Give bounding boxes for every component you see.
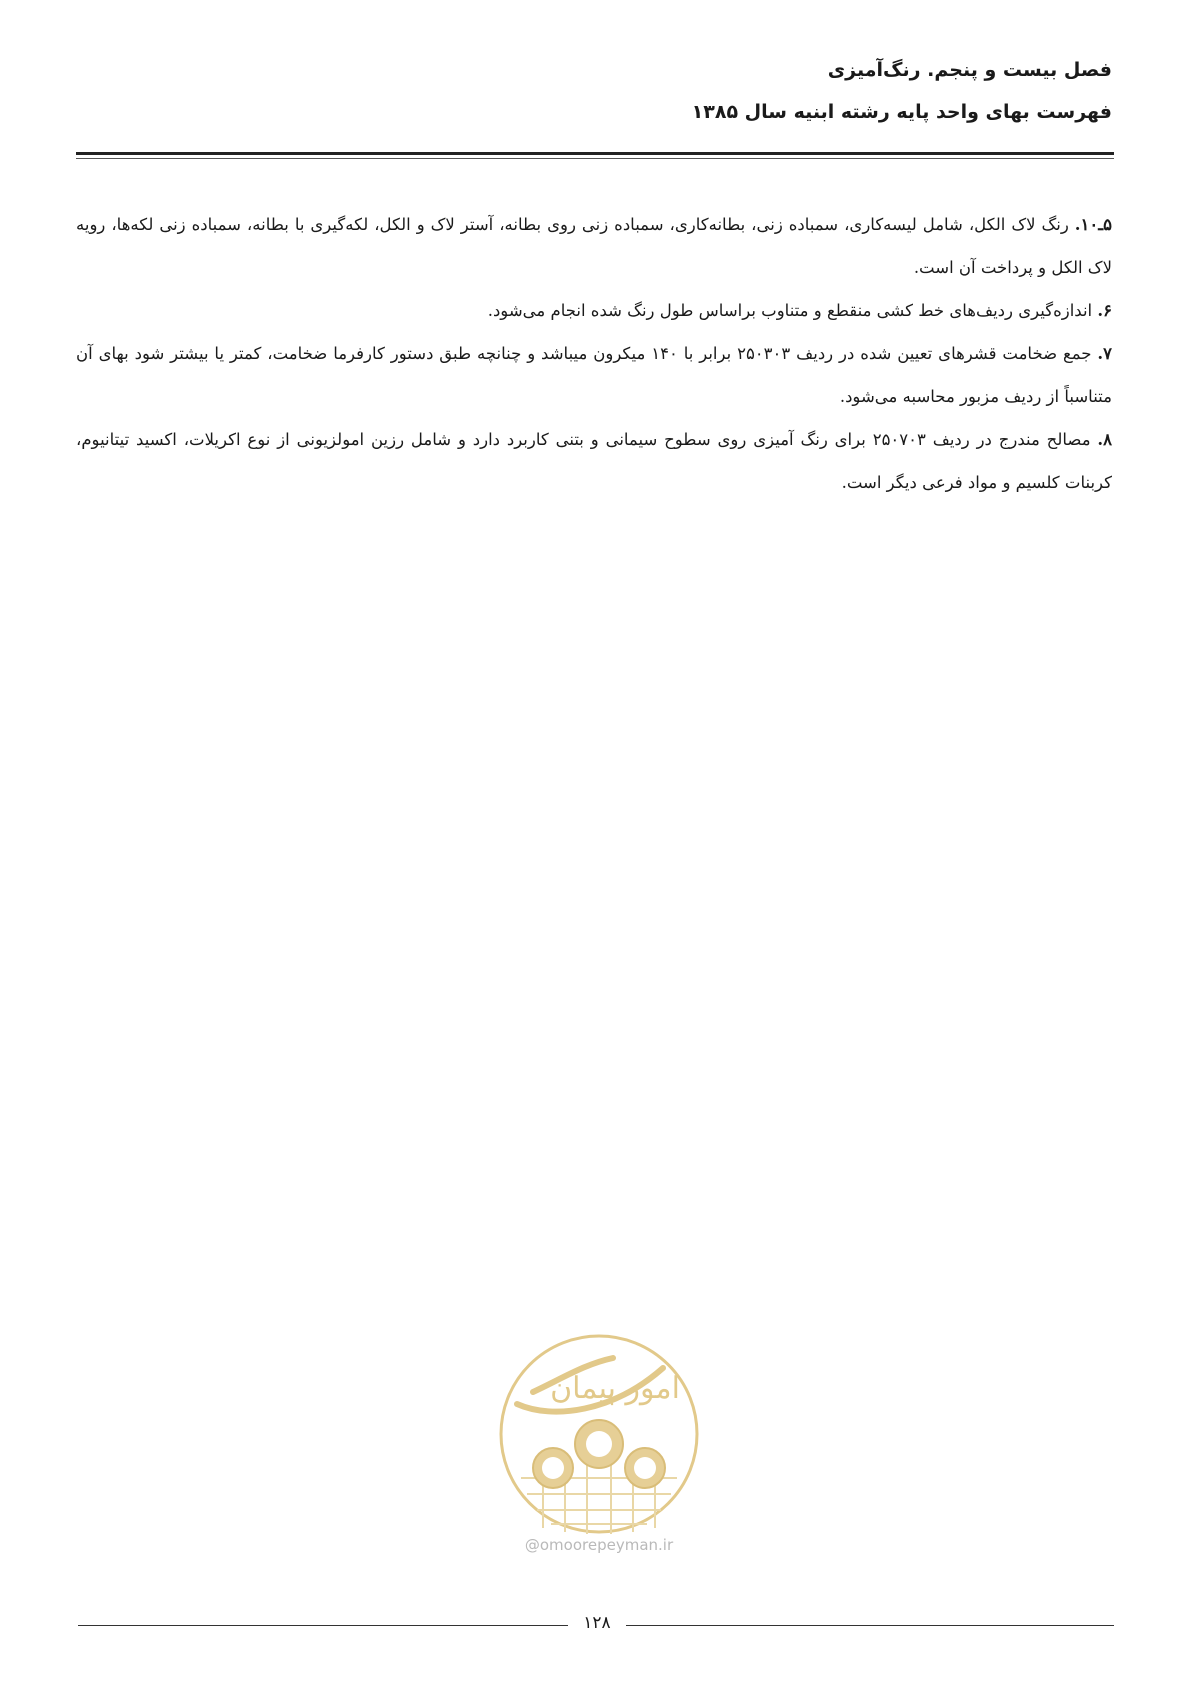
footer-rule-right <box>626 1625 1114 1626</box>
page-header <box>112 58 1112 142</box>
watermark-logo-text: امور پیمان <box>550 1371 680 1406</box>
paragraph-number: ۵ـ۱۰. <box>1074 215 1112 234</box>
header-rule-thick <box>76 152 1114 155</box>
paragraph-5-10 <box>76 203 1112 289</box>
paragraph-number: ۸. <box>1097 430 1113 449</box>
paragraph-text: اندازه‌گیری ردیف‌های خط کشی منقطع و متناوب براساس طول رنگ شده انجام می‌شود. <box>487 301 1098 320</box>
paragraph-6 <box>76 289 1112 332</box>
paragraph-number: ۷. <box>1097 344 1113 363</box>
footer-rule-left <box>78 1625 568 1626</box>
watermark-url: @omoorepeyman.ir <box>524 1536 674 1554</box>
paragraph-7 <box>76 332 1112 418</box>
page-number: ۱۲۸ <box>583 1613 611 1633</box>
paragraph-text: جمع ضخامت قشرهای تعیین شده در ردیف ۲۵۰۳۰۳ برابر با ۱۴۰ میکرون میباشد و چنانچه طبق دستور کارفرما ضخامت، کمتر یا بیشتر شود بهای آن متناسباً از ردیف مزبور محاسبه می‌شود. <box>76 344 1112 406</box>
paragraph-text: رنگ لاک الکل، شامل لیسه‌کاری، سمباده زنی، بطانه‌کاری، سمباده زنی روی بطانه، آستر لاک و الکل، لکه‌گیری با بطانه، سمباده زنی لکه‌ها، رویه لاک الکل و پرداخت آن است. <box>76 215 1112 277</box>
paragraph-number: ۶. <box>1097 301 1112 320</box>
page-content <box>76 203 1112 504</box>
list-title: فهرست بهای واحد پایه رشته ابنیه سال ۱۳۸۵ <box>691 101 1112 123</box>
paragraph-8 <box>76 418 1112 504</box>
chapter-title: فصل بیست و پنجم. رنگ‌آمیزی <box>827 59 1112 81</box>
watermark-logo <box>493 1328 705 1558</box>
header-rule-thin <box>76 158 1114 159</box>
paragraph-text: مصالح مندرج در ردیف ۲۵۰۷۰۳ برای رنگ آمیزی روی سطوح سیمانی و بتنی کاربرد دارد و شامل رزین امولزیونی از نوع اکریلات، اکسید تیتانیوم، کربنات کلسیم و مواد فرعی دیگر است. <box>76 430 1112 492</box>
